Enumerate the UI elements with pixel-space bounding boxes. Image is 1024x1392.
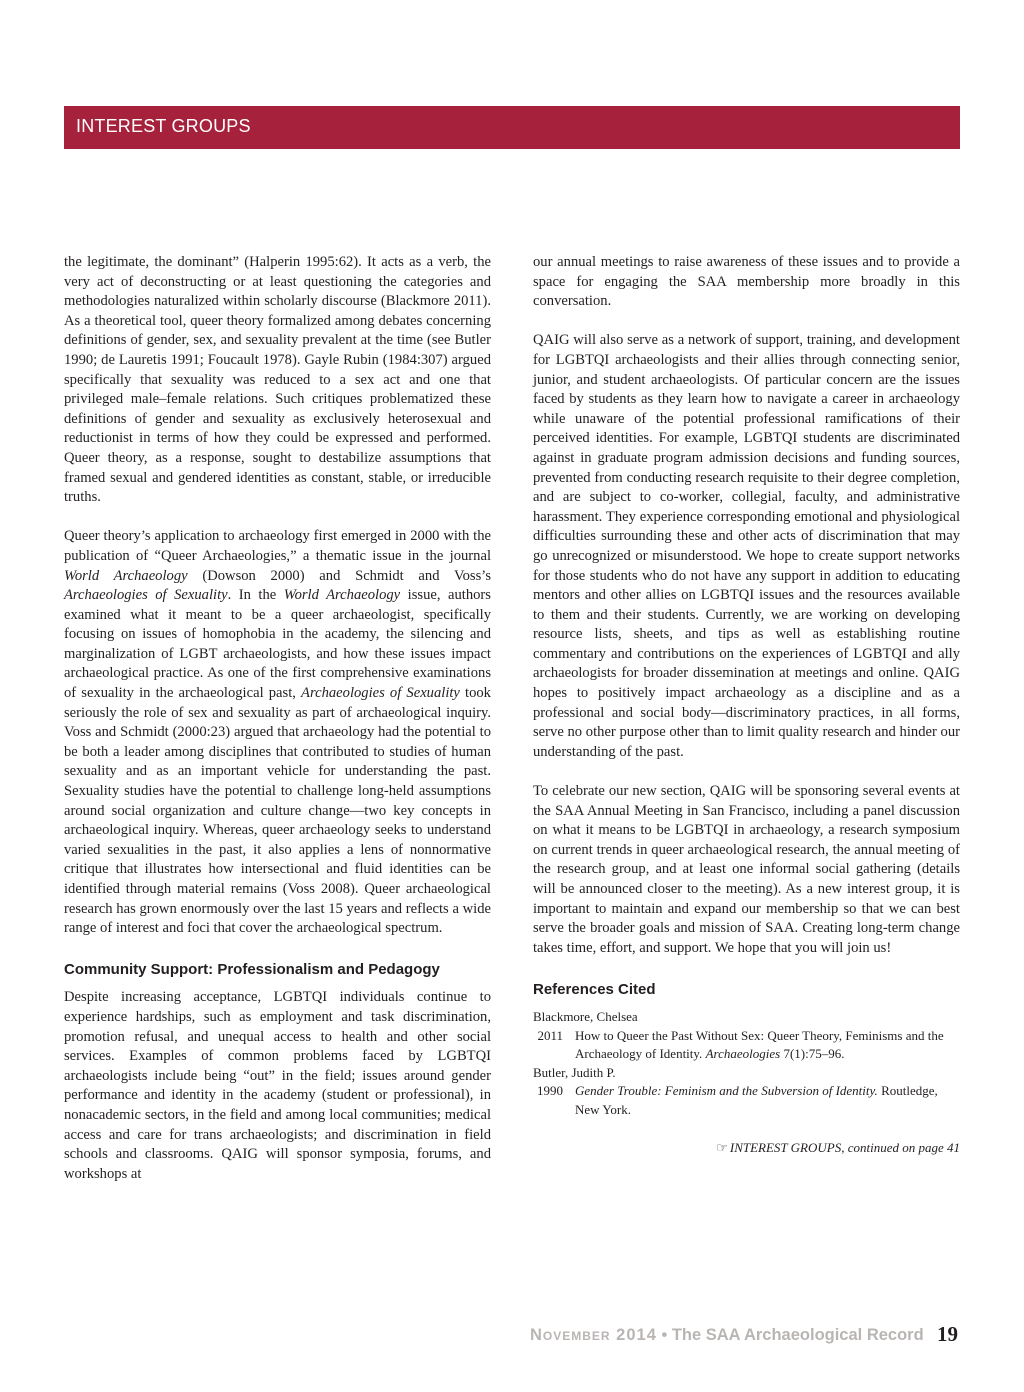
paragraph: the legitimate, the dominant” (Halperin 1995:62). It acts as a verb, the very act of deconstructing or at least questioning the categories and methodologies naturalized within scholarly discourse (Blackmore 2011). As a theoretical tool, queer theory formalized among debates concerning definitions of gender, sex, and sexuality prevalent at the time (see Butler 1990; de Lauretis 1991; Foucault 1978). Gayle Rubin (1984:307) argued specifically that sexuality was reduced to a sex act and one that privileged male–female relations. Such critiques problematized these definitions of gender and sexuality as exclusively heterosexual and reductionist in terms of how they could be expressed and performed. Queer theory, as a response, sought to destabilize assumptions that framed sexual and gendered identities as constant, stable, or irreducible truths. bbox=[64, 254, 491, 506]
paragraph: To celebrate our new section, QAIG will be sponsoring several events at the SAA Annual Meeting in San Francisco, including a panel discussion on what it means to be LGBTQI in archaeology, a research symposium on current trends in queer archaeological research, the annual meeting of the research group, and at least one informal social gathering (details will be announced closer to the meeting). As a new interest group, it is important to maintain and expand our membership so that we can best serve the broader goals and mission of SAA. Creating long-term change takes time, effort, and support. We hope that you will join us! bbox=[533, 783, 960, 956]
references-list bbox=[533, 1008, 960, 1120]
right-column bbox=[533, 253, 960, 1157]
paragraph: our annual meetings to raise awareness of these issues and to provide a space for engaging the SAA membership more broadly in this conversation. bbox=[533, 254, 960, 310]
reference-year: 1990 bbox=[537, 1083, 563, 1099]
reference-author: Blackmore, Chelsea bbox=[533, 1008, 638, 1024]
section-heading: Community Support: Professionalism and Pedagogy bbox=[64, 960, 440, 978]
issue-date: November 2014 bbox=[530, 1326, 657, 1344]
reference-year: 2011 bbox=[537, 1027, 563, 1043]
page-footer bbox=[530, 1326, 924, 1345]
section-title: INTEREST GROUPS bbox=[76, 116, 251, 136]
paragraph: Queer theory’s application to archaeology first emerged in 2000 with the publication of “Queer Archaeologies,” a thematic issue in the journal World Archaeology (Dowson 2000) and Schmidt and Voss’s Archaeologies of Sexuality. In the World Archaeology issue, authors examined what it meant to be a queer archaeologist, specifically focusing on issues of homophobia in the academy, the silencing and marginalization of LGBT archaeologists, and how these issues impact archaeological practice. As one of the first comprehensive examinations of sexuality in the archaeological past, Archaeologies of Sexuality took seriously the role of sex and sexuality as part of archaeological inquiry. Voss and Schmidt (2000:23) argued that archaeology had the potential to be both a leader among disciplines that contributed to studies of human sexuality and as an important vehicle for understanding the past. Sexuality studies have the potential to challenge long-held assumptions around social organization and culture change—two key concepts in archaeological inquiry. Whereas, queer archaeology seeks to understand varied sexualities in the past, it also applies a lens of nonnormative critique that illustrates how intersectional and fluid identities can be identified through material remains (Voss 2008). Queer archaeological research has grown enormously over the last 15 years and reflects a wide range of interest and foci that cover the archaeological spectrum. bbox=[64, 528, 491, 937]
left-column bbox=[64, 253, 491, 1204]
page-number: 19 bbox=[937, 1322, 958, 1346]
footer-separator: • bbox=[656, 1326, 672, 1344]
paragraph: Despite increasing acceptance, LGBTQI individuals continue to experience hardships, such as employment and task discrimination, promotion refusal, and unequal access to health and other social services. Examples of common problems faced by LGBTQI archaeologists include being “out” in the field; issues around gender performance and identity in the academy (student or professional), in nonacademic sectors, in the field and among local communities; medical access and care for trans archaeologists; and discrimination in field schools and classrooms. QAIG will sponsor symposia, forums, and workshops at bbox=[64, 989, 491, 1182]
references-heading: References Cited bbox=[533, 981, 656, 999]
paragraph: QAIG will also serve as a network of support, training, and development for LGBTQI archaeologists and their allies through connecting senior, junior, and student archaeologists. Of particular concern are the issues faced by students as they learn how to navigate a career in archaeology while unaware of the potential professional ramifications of their perceived identities. For example, LGBTQI students are discriminated against in graduate program admission decisions and funding sources, prevented from conducting research requisite to their degree completion, and are subject to co-worker, collegial, faculty, and administrative harassment. They experience corresponding emotional and physiological difficulties surrounding these and other acts of discrimination that may go unrecognized or misunderstood. We hope to create support networks for those students who do not have any support in addition to educating mentors and other allies on LGBTQI issues and the resources available to them and their students. Currently, we are working on developing resource lists, sheets, and tips as well as establishing routine commentary and contributions on the experiences of LGBTQI and ally archaeologists for broader dissemination at meetings and online. QAIG hopes to positively impact archaeology as a discipline and as a professional and social body—discriminatory practices, in all forms, serve no other purpose other than to limit quality research and hinder our understanding of the past. bbox=[533, 332, 960, 760]
section-banner bbox=[64, 106, 960, 149]
reference-entry bbox=[533, 1082, 960, 1119]
reference-text: How to Queer the Past Without Sex: Queer Theory, Feminisms and the Archaeology of Identity. Archaeologies 7(1):75–96. bbox=[575, 1027, 944, 1062]
reference-text: Gender Trouble: Feminism and the Subversion of Identity. Routledge, New York. bbox=[575, 1083, 938, 1117]
publication-title: The SAA Archaeological Record bbox=[671, 1326, 924, 1344]
reference-author: Butler, Judith P. bbox=[533, 1064, 616, 1080]
pointing-hand-icon: ☞ bbox=[716, 1139, 728, 1155]
reference-entry bbox=[533, 1027, 960, 1064]
continued-note: ☞ INTEREST GROUPS, continued on page 41 bbox=[716, 1139, 960, 1155]
